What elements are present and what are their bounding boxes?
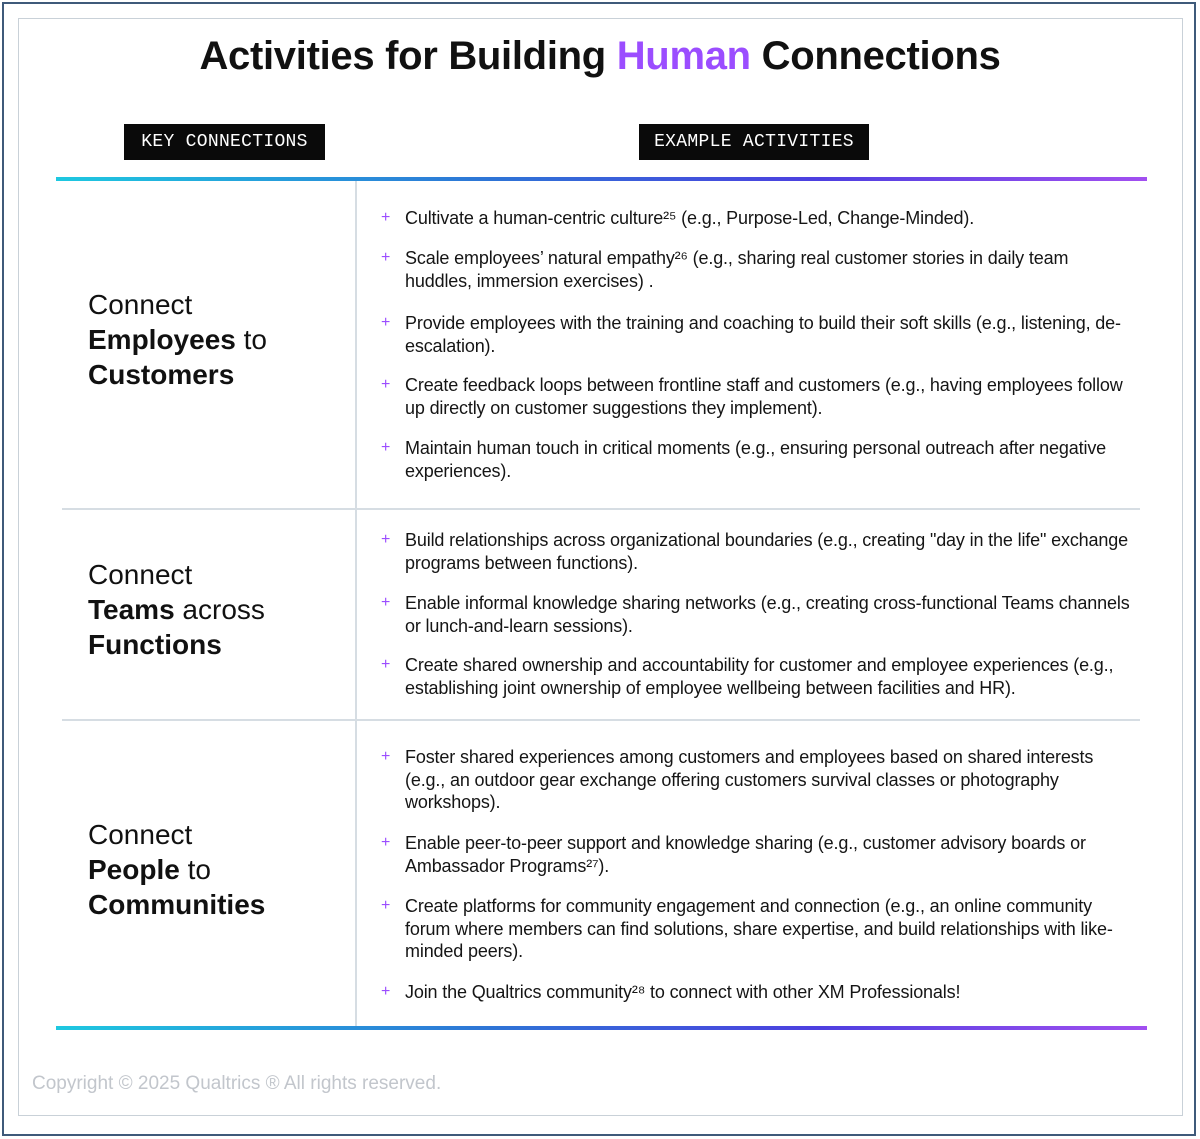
connection-lead: Connect: [88, 559, 193, 590]
plus-icon: +: [381, 249, 391, 266]
example-activities-header: EXAMPLE ACTIVITIES: [639, 124, 869, 160]
activity-item: [381, 981, 1135, 1004]
page-title: [0, 34, 1200, 79]
plus-icon: +: [381, 376, 391, 393]
connection-join: to: [179, 854, 211, 885]
connection-bold-term: Teams: [88, 594, 175, 625]
activity-text: Maintain human touch in critical moments (e.g., ensuring personal outreach after negative experiences).: [405, 438, 1107, 481]
title-accent-word: Human: [616, 34, 751, 78]
activity-text: Create shared ownership and accountability for customer and employee experiences (e.g., establishing joint ownership of employee wellbeing between facilities and HR).: [405, 655, 1114, 698]
plus-icon: +: [381, 656, 391, 673]
connection-lead: Connect: [88, 819, 193, 850]
row-divider: [62, 719, 1140, 721]
activity-text: Scale employees’ natural empathy²⁶ (e.g., sharing real customer stories in daily team huddles, immersion exercises) .: [405, 248, 1069, 291]
connection-bold-term: People: [88, 854, 180, 885]
plus-icon: +: [381, 531, 391, 548]
activity-item: [381, 895, 1135, 963]
connection-employees-to-customers: [88, 287, 348, 392]
bottom-gradient-rule: [56, 1026, 1147, 1030]
title-start: Activities for Building: [199, 34, 617, 78]
activity-item: [381, 247, 1135, 292]
activity-text: Enable peer-to-peer support and knowledge sharing (e.g., customer advisory boards or Ambassador Programs²⁷).: [405, 833, 1086, 876]
activity-item: [381, 207, 1135, 230]
activity-item: [381, 746, 1135, 814]
plus-icon: +: [381, 748, 391, 765]
plus-icon: +: [381, 594, 391, 611]
connection-bold-term: Customers: [88, 359, 235, 390]
activity-text: Create feedback loops between frontline staff and customers (e.g., having employees follow up directly on customer suggestions they implement).: [405, 375, 1123, 418]
activity-item: [381, 312, 1135, 357]
connection-people-to-communities: [88, 817, 348, 922]
activity-item: [381, 437, 1135, 482]
connection-teams-across-functions: [88, 557, 348, 662]
connection-lead: Connect: [88, 289, 193, 320]
connection-bold-term: Functions: [88, 629, 222, 660]
plus-icon: +: [381, 314, 391, 331]
plus-icon: +: [381, 897, 391, 914]
activity-text: Join the Qualtrics community²⁸ to connect with other XM Professionals!: [405, 982, 961, 1002]
activity-item: [381, 654, 1135, 699]
activity-text: Enable informal knowledge sharing networks (e.g., creating cross-functional Teams channels or lunch-and-learn sessions).: [405, 593, 1130, 636]
row-divider: [62, 508, 1140, 510]
activity-item: [381, 374, 1135, 419]
activity-item: [381, 529, 1135, 574]
connection-bold-term: Employees: [88, 324, 236, 355]
activity-item: [381, 592, 1135, 637]
activity-text: Foster shared experiences among customers and employees based on shared interests (e.g., an outdoor gear exchange offering customers survival classes or photography workshops).: [405, 747, 1094, 812]
plus-icon: +: [381, 439, 391, 456]
activity-text: Build relationships across organizational boundaries (e.g., creating "day in the life" exchange programs between functions).: [405, 530, 1128, 573]
copyright-notice: Copyright © 2025 Qualtrics ® All rights reserved.: [32, 1073, 442, 1094]
connection-bold-term: Communities: [88, 889, 266, 920]
activity-text: Cultivate a human-centric culture²⁵ (e.g., Purpose-Led, Change-Minded).: [405, 208, 975, 228]
activity-text: Provide employees with the training and coaching to build their soft skills (e.g., listening, de-escalation).: [405, 313, 1121, 356]
column-divider: [355, 181, 357, 1026]
key-connections-header: KEY CONNECTIONS: [124, 124, 325, 160]
plus-icon: +: [381, 983, 391, 1000]
connection-join: to: [235, 324, 267, 355]
activity-text: Create platforms for community engagement and connection (e.g., an online community forum where members can find solutions, share expertise, and build relationships with like-minded peers).: [405, 896, 1113, 961]
activity-item: [381, 832, 1135, 877]
connection-join: across: [174, 594, 265, 625]
top-gradient-rule: [56, 177, 1147, 181]
title-end: Connections: [750, 34, 1001, 78]
plus-icon: +: [381, 834, 391, 851]
plus-icon: +: [381, 209, 391, 226]
